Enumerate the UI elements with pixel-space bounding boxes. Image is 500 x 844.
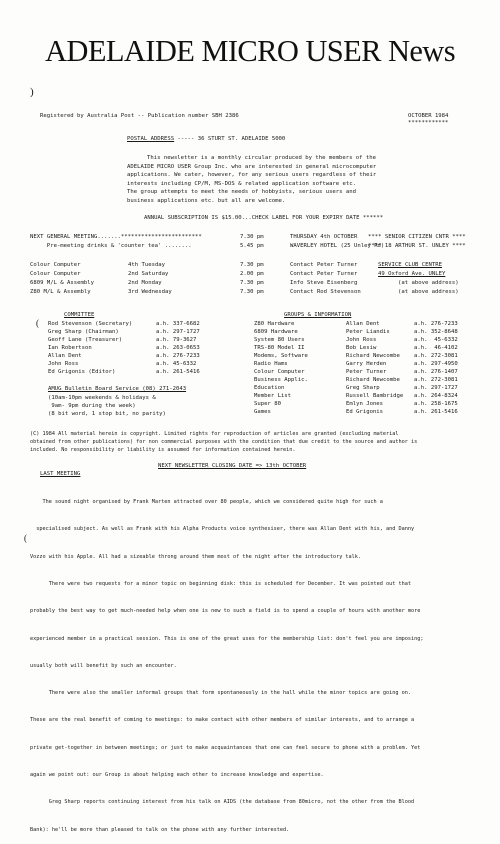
schedule-day: 4th Tuesday [128, 262, 166, 268]
bbs-settings: (8 bit word, 1 stop bit, no parity) [48, 411, 166, 417]
copyright-line: obtained from other publications) for non commercial purposes with the condition that due credit to the source and author is [30, 439, 418, 446]
group-phone: a.h. 297-1727 [414, 385, 458, 391]
pre-meeting-row: Pre-meeting drinks & 'counter tea' ........ [30, 243, 192, 249]
closing-date: NEXT NEWSLETTER CLOSING DATE => 13th OCTOBER [158, 463, 307, 469]
pre-meeting-address: **** 18 ARTHUR ST. UNLEY **** [368, 243, 466, 249]
meeting-venue: **** SENIOR CITIZEN CNTR **** [368, 234, 466, 240]
meeting-row [30, 234, 202, 241]
body-line: There were two requests for a minor topic on beginning disk: this is scheduled for December. It was pointed out that [30, 581, 412, 588]
issue-date: OCTOBER 1984 [408, 113, 449, 119]
bracket-mark: ( [24, 533, 27, 543]
bbs-hours: 9am- 9pm during the week) [48, 403, 136, 409]
schedule-venue: (at above address) [398, 289, 459, 295]
committee-phone: a.h. 45-6332 [156, 361, 197, 367]
group-phone: a.h. 272-3081 [414, 377, 458, 383]
schedule-day: 2nd Saturday [128, 271, 169, 277]
group-phone: a.h. 264-8324 [414, 393, 458, 399]
schedule-day: 3rd Wednesday [128, 289, 172, 295]
registration-line: Registered by Australia Post -- Publication number SBH 2386 [40, 113, 239, 119]
schedule-venue: SERVICE CLUB CENTRE [378, 262, 442, 268]
schedule-contact: Info Steve Eisenberg [290, 280, 358, 286]
body-line: usually both will benefit by such an encounter. [30, 662, 177, 669]
schedule-venue: 49 Oxford Ave. UNLEY [378, 271, 446, 277]
schedule-time: 7.30 pm [240, 262, 264, 268]
body-line: Greg Sharp reports continuing interest from his talk on AIDS (the database from 80micro, not the other from the Blood [30, 799, 415, 806]
copyright-notice [30, 430, 417, 455]
group-name: System 80 Users [254, 337, 305, 343]
group-name: Business Applic. [254, 377, 308, 383]
pre-meeting-time: 5.45 pm [240, 243, 264, 249]
committee-member: Allan Dent [48, 353, 82, 359]
intro-paragraph [127, 154, 376, 206]
body-line: probably the best way to get much-needed help when one is new to such a field is to spend a couple of hours with another more [30, 608, 421, 615]
group-contact: Emlyn Jones [346, 401, 384, 407]
group-contact: Ed Grigonis [346, 409, 384, 415]
group-phone: a.h. 258-1675 [414, 401, 458, 407]
body-line: Bank): he'll be more than pleased to talk on the phone with any further interested. [30, 826, 290, 833]
intro-line: interests including CP/M, MS-DOS & related application software etc. [127, 180, 357, 187]
committee-member: Geoff Lane (Treasurer) [48, 337, 123, 343]
group-name: TRS-80 Model II [254, 345, 305, 351]
bbs-hours: (10am-10pm weekends & holidays & [48, 395, 156, 401]
group-contact: Richard Newcombe [346, 377, 400, 383]
committee-member: John Ross [48, 361, 79, 367]
schedule-contact: Contact Peter Turner [290, 262, 358, 268]
group-phone: a.h. 276-7233 [414, 321, 458, 327]
body-line: specialised subject. As well as Frank with his Alpha Products voice synthesiser, there was Allan Dent with his, and Danny [30, 526, 415, 533]
masthead-title: ADELAIDE MICRO USER News [44, 34, 456, 68]
group-phone: a.h. 352-8648 [414, 329, 458, 335]
group-phone: a.h. 45-6332 [414, 337, 458, 343]
margin-mark: ) [30, 86, 34, 98]
last-meeting-heading: LAST MEETING [40, 471, 81, 477]
group-contact: John Ross [346, 337, 377, 343]
group-phone: a.h. 272-3081 [414, 353, 458, 359]
body-line: again we point out: our Group is about helping each other to increase knowledge and expertise. [30, 772, 324, 778]
copyright-line: included. No responsibility or liability is assumed for information contained herein. [30, 447, 296, 454]
group-phone: a.h. 297-4950 [414, 361, 458, 367]
postal-value: ----- 36 STURT ST. ADELAIDE 5000 [174, 136, 286, 142]
last-meeting-body [30, 480, 424, 844]
schedule-group: Colour Computer [30, 262, 81, 268]
group-name: Member List [254, 393, 292, 399]
pre-meeting-venue: WAVERLEY HOTEL (25 Unley Rd) [290, 243, 385, 249]
committee-phone: a.h. 297-1727 [156, 329, 200, 335]
body-line: There were also the smaller informal groups that form spontaneously in the hall while the minor topics are going on. [30, 690, 412, 697]
schedule-time: 7.30 pm [240, 280, 264, 286]
group-name: Modems, Software [254, 353, 308, 359]
body-line: The sound night organised by Frank Marten attracted over 80 people, which we considered quite high for such a [30, 499, 383, 506]
schedule-contact: Contact Peter Turner [290, 271, 358, 277]
group-name: 6809 Hardware [254, 329, 298, 335]
schedule-time: 7.30 pm [240, 289, 264, 295]
meeting-title: NEXT GENERAL MEETING.......************************ [30, 234, 202, 240]
group-contact: Bob Lesiw [346, 345, 377, 351]
schedule-group: Z80 M/L & Assembly [30, 289, 91, 295]
group-name: Education [254, 385, 285, 391]
committee-member: Ed Grigonis (Editor) [48, 369, 116, 375]
group-contact: Allan Dent [346, 321, 380, 327]
postal-address [127, 136, 285, 143]
group-phone: a.h. 276-1407 [414, 369, 458, 375]
committee-heading: COMMITTEE [64, 312, 95, 318]
intro-line: applications. We cater, however, for any serious users regardless of their [127, 172, 377, 179]
group-name: Colour Computer [254, 369, 305, 375]
body-line: These are the real benefit of coming to meetings: to make contact with other members of similar interests, and to arrange a [30, 717, 415, 724]
group-name: Games [254, 409, 271, 415]
committee-phone: a.h. 337-6682 [156, 321, 200, 327]
body-line: experienced member in a practical session. This is one of the great uses for the membership list: don't feel you are imposing; [30, 635, 424, 642]
group-phone: a.h. 46-4102 [414, 345, 458, 351]
body-line: Vozzo with his Apple. All had a sizeable throng around them most of the night after the introductory talk. [30, 553, 362, 560]
group-name: Z80 Hardware [254, 321, 295, 327]
schedule-contact: Contact Rod Stevenson [290, 289, 361, 295]
committee-phone: a.h. 263-0653 [156, 345, 200, 351]
intro-line: This newsletter is a monthly circular produced by the members of the [147, 155, 377, 161]
schedule-time: 2.00 pm [240, 271, 264, 277]
postal-label: POSTAL ADDRESS [127, 136, 175, 142]
schedule-venue: (at above address) [398, 280, 459, 286]
schedule-day: 2nd Monday [128, 280, 162, 286]
bbs-heading [48, 386, 186, 393]
meeting-time: 7.30 pm [240, 234, 264, 240]
intro-line: business applications etc. but all are welcome. [127, 197, 286, 204]
group-contact: Greg Sharp [346, 385, 380, 391]
groups-heading: GROUPS & INFORMATION [284, 312, 352, 318]
committee-phone: a.h. 79-3627 [156, 337, 197, 343]
meeting-date: THURSDAY 4th OCTOBER [290, 234, 358, 240]
group-contact: Russell Bambridge [346, 393, 404, 399]
committee-member: Ian Robertson [48, 345, 92, 351]
schedule-group: Colour Computer [30, 271, 81, 277]
committee-phone: a.h. 276-7233 [156, 353, 200, 359]
group-contact: Garry Herden [346, 361, 387, 367]
group-name: Radio Hams [254, 361, 288, 367]
group-contact: Peter Liandis [346, 329, 390, 335]
committee-member: Greg Sharp (Chairman) [48, 329, 119, 335]
bracket-mark: ( [36, 318, 39, 328]
committee-member: Rod Stevenson (Secretary) [48, 321, 133, 327]
copyright-line: (C) 1984 All material herein is copyright. Limited rights for reproduction of articles are granted (excluding material [30, 431, 399, 437]
committee-phone: a.h. 261-5416 [156, 369, 200, 375]
group-contact: Peter Turner [346, 369, 387, 375]
schedule-group: 6809 M/L & Assembly [30, 280, 94, 286]
group-contact: Richard Newcombe [346, 353, 400, 359]
intro-line: The group attempts to meet the needs of hobbyists, serious users and [127, 189, 357, 196]
subscription-notice: ANNUAL SUBSCRIPTION IS $15.00...CHECK LABEL FOR YOUR EXPIRY DATE ****** [144, 215, 384, 221]
bbs-heading-text: AMUG Bulletin Board Service (08) 271-2043 [48, 386, 187, 392]
group-phone: a.h. 261-5416 [414, 409, 458, 415]
intro-line: ADELAIDE MICRO USER Group Inc. who are interested in general microcomputer [127, 163, 377, 170]
group-name: Super 80 [254, 401, 281, 407]
issue-stars: ************ [408, 120, 449, 126]
body-line: private get-together in between meetings; or just to make acquaintances that one can feel secure to phone with a problem. Yet [30, 744, 421, 751]
